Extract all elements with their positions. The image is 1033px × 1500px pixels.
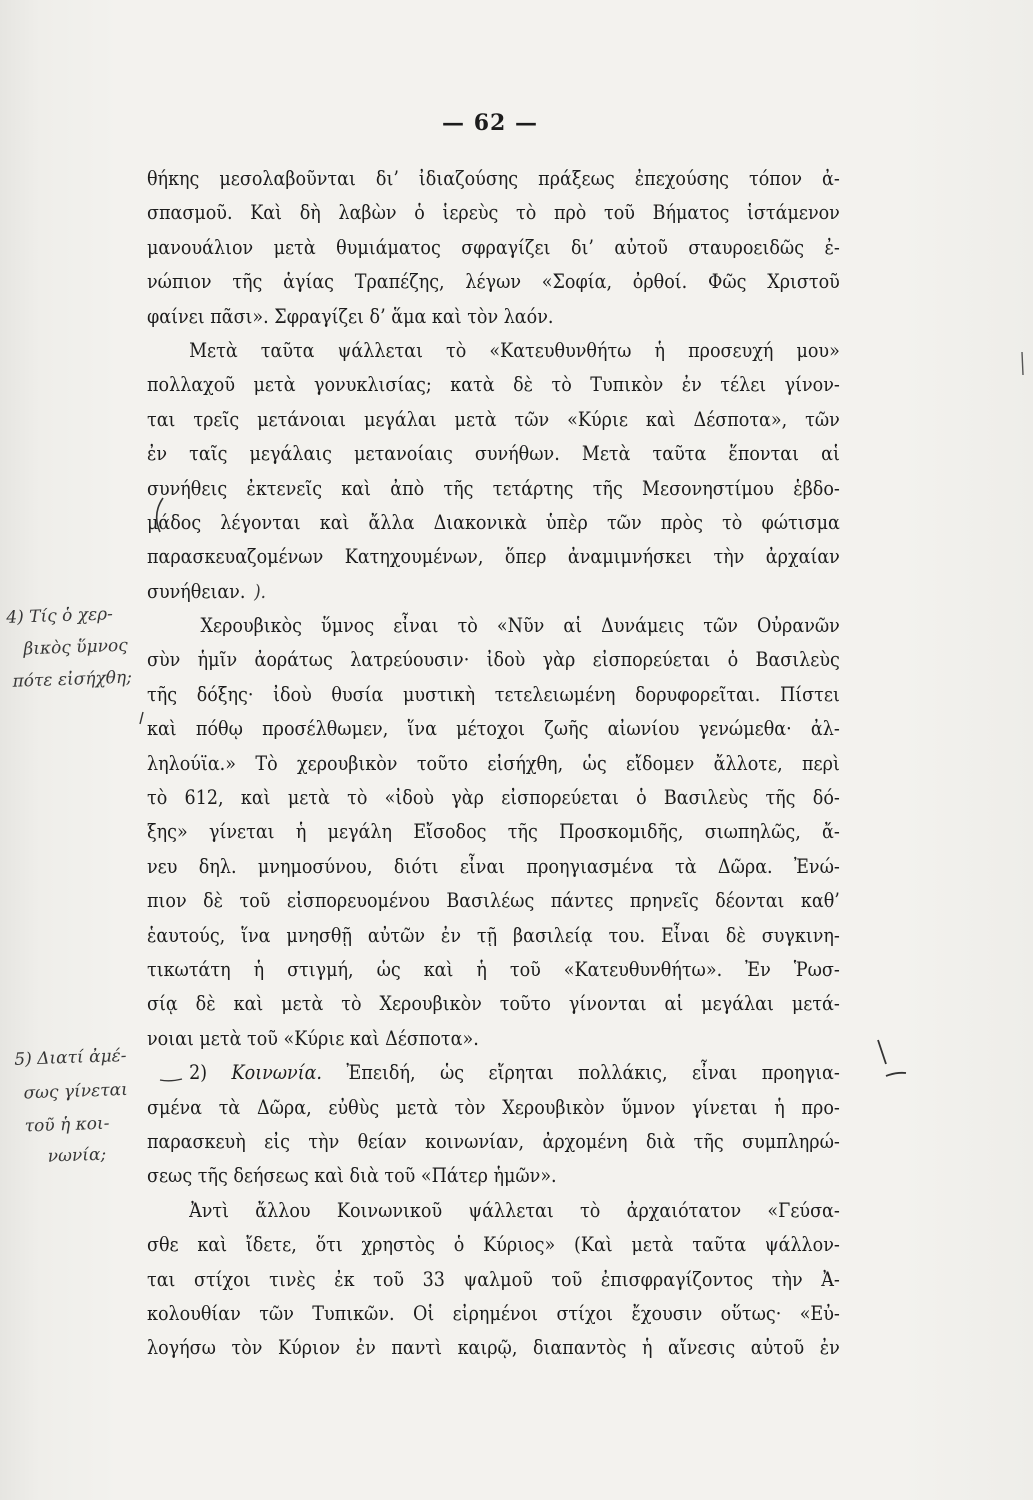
text-line: νευ δηλ. μνημοσύνου, διότι εἶναι προηγιασμένα τὰ Δῶρα. Ἐνώ- (147, 853, 840, 878)
text-line: ληλούϊα.» Τὸ χερουβικὸν τοῦτο εἰσήχθη, ὡς εἴδομεν ἄλλοτε, περὶ (147, 750, 840, 775)
text-line: τὸ 612, καὶ μετὰ τὸ «ἰδοὺ γὰρ εἰσπορεύεται ὁ Βασιλεὺς τῆς δό- (147, 785, 840, 810)
text-line-content: Ἐπειδή, ὡς εἴρηται πολλάκις, εἶναι προηγια- (322, 1060, 840, 1085)
text-line: ται στίχοι τινὲς ἐκ τοῦ 33 ψαλμοῦ τοῦ ἐπισφραγίζοντος τὴν Ἀ- (147, 1266, 840, 1291)
text-line: καὶ πόθῳ προσέλθωμεν, ἵνα μέτοχοι ζωῆς αἰωνίου γενώμεθα· ἀλ- (147, 716, 840, 741)
text-line: σίᾳ δὲ καὶ μετὰ τὸ Χερουβικὸν τοῦτο γίνονται αἱ μεγάλαι μετά- (147, 991, 840, 1016)
text-line: ται τρεῖς μετάνοιαι μεγάλαι μετὰ τῶν «Κύριε καὶ Δέσποτα», τῶν (147, 406, 840, 431)
text-line: Χερουβικὸς ὕμνος εἶναι τὸ «Νῦν αἱ Δυνάμεις τῶν Οὐρανῶν (200, 613, 840, 638)
text-line: λογήσω τὸν Κύριον ἐν παντὶ καιρῷ, διαπαντὸς ἡ αἴνεσις αὐτοῦ ἐν (147, 1335, 840, 1360)
text-line: παρασκευὴ εἰς τὴν θείαν κοινωνίαν, ἀρχομένη διὰ τῆς συμπληρώ- (147, 1128, 840, 1153)
pencil-margin-tick (1022, 352, 1023, 375)
section-number: 2) (189, 1060, 232, 1085)
pencil-slash-mark (878, 1040, 886, 1064)
text-line: ἐν ταῖς μεγάλαις μετανοίαις συνήθων. Μετὰ ταῦτα ἕπονται αἱ (147, 441, 840, 466)
text-line (147, 574, 840, 608)
text-line: σμένα τὰ Δῶρα, εὐθὺς μετὰ τὸν Χερουβικὸν ὕμνον γίνεται ἡ προ- (147, 1094, 840, 1119)
text-line: πολλαχοῦ μετὰ γονυκλισίας; κατὰ δὲ τὸ Τυπικὸν ἐν τέλει γίνον- (147, 372, 840, 397)
pencil-dash-mark (886, 1073, 906, 1076)
text-line: σὺν ἡμῖν ἀοράτως λατρεύουσιν· ἰδοὺ γὰρ εἰσπορεύεται ὁ Βασιλεὺς (147, 647, 840, 672)
margin-note-line: νωνία; (47, 1144, 107, 1167)
text-line: Μετὰ ταῦτα ψάλλεται τὸ «Κατευθυνθήτω ἡ προσευχή μου» (189, 337, 840, 362)
text-line: ἑαυτούς, ἵνα μνησθῇ αὐτῶν ἐν τῇ βασιλείᾳ του. Εἶναι δὲ συγκινη- (147, 922, 840, 947)
margin-note-line: τοῦ ἡ κοι- (24, 1113, 110, 1137)
text-line: μανουάλιον μετὰ θυμιάματος σφραγίζει δι’ αὐτοῦ σταυροειδῶς ἐ- (147, 234, 840, 259)
text-line: φαίνει πᾶσι». Σφραγίζει δ’ ἅμα καὶ τὸν λαόν. (147, 303, 554, 328)
text-line: ξης» γίνεται ἡ μεγάλη Εἴσοδος τῆς Προσκομιδῆς, σιωπηλῶς, ἄ- (147, 819, 840, 844)
text-line: πιον δὲ τοῦ εἰσπορευομένου Βασιλέως πάντες πρηνεῖς δέονται καθ’ (147, 888, 840, 913)
text-line: τικωτάτη ἡ στιγμή, ὡς καὶ ἡ τοῦ «Κατευθυνθήτω». Ἐν Ῥωσ- (147, 956, 840, 981)
margin-note-line: σως γίνεται (23, 1079, 129, 1104)
text-line: κολουθίαν τῶν Τυπικῶν. Οἱ εἰρημένοι στίχοι ἔχουσιν οὕτως· «Εὐ- (147, 1300, 840, 1325)
text-line: παρασκευαζομένων Κατηχουμένων, ὅπερ ἀναμιμνήσκει τὴν ἀρχαίαν (147, 544, 840, 569)
page-number: — 62 — (442, 110, 538, 136)
text-line: συνήθεις ἐκτενεῖς καὶ ἀπὸ τῆς τετάρτης τῆς Μεσονηστίμου ἑβδο- (147, 475, 840, 500)
margin-note-line: 4) Τίς ὁ χερ- (5, 604, 114, 628)
text-line (147, 1055, 840, 1089)
margin-note-line: 5) Διατί ἀμέ- (13, 1045, 127, 1070)
text-line-content: συνήθειαν. (147, 578, 246, 603)
text-line: τῆς δόξης· ἰδοὺ θυσία μυστικὴ τετελειωμένη δορυφορεῖται. Πίστει (147, 681, 840, 706)
text-line: σθε καὶ ἴδετε, ὅτι χρηστὸς ὁ Κύριος» (Καὶ μετὰ ταῦτα ψάλλον- (147, 1232, 840, 1257)
text-line: νώπιον τῆς ἁγίας Τραπέζης, λέγων «Σοφία, ὀρθοί. Φῶς Χριστοῦ (147, 269, 840, 294)
section-heading: Κοινωνία. (231, 1060, 323, 1085)
pencil-tick-mark (140, 712, 143, 724)
text-line: θήκης μεσολαβοῦνται δι’ ἰδιαζούσης πράξεως ἐπεχούσης τόπον ἀ- (147, 166, 840, 190)
text-line: σεως τῆς δεήσεως καὶ διὰ τοῦ «Πάτερ ἡμῶν». (147, 1163, 557, 1188)
text-line: νοιαι μετὰ τοῦ «Κύριε καὶ Δέσποτα». (147, 1025, 479, 1050)
body-text (147, 161, 840, 1365)
handwritten-mark: ). (254, 580, 266, 603)
text-line: σπασμοῦ. Καὶ δὴ λαβὼν ὁ ἱερεὺς τὸ πρὸ τοῦ Βήματος ἱστάμενον (147, 200, 840, 225)
margin-note-line: βικὸς ὕμνος (23, 635, 129, 660)
margin-note-line: πότε εἰσήχθη; (12, 667, 133, 692)
text-line: μάδος λέγονται καὶ ἄλλα Διακονικὰ ὑπὲρ τῶν πρὸς τὸ φώτισμα (147, 509, 840, 534)
text-line: Ἀντὶ ἄλλου Κοινωνικοῦ ψάλλεται τὸ ἀρχαιότατον «Γεύσα- (189, 1197, 840, 1222)
